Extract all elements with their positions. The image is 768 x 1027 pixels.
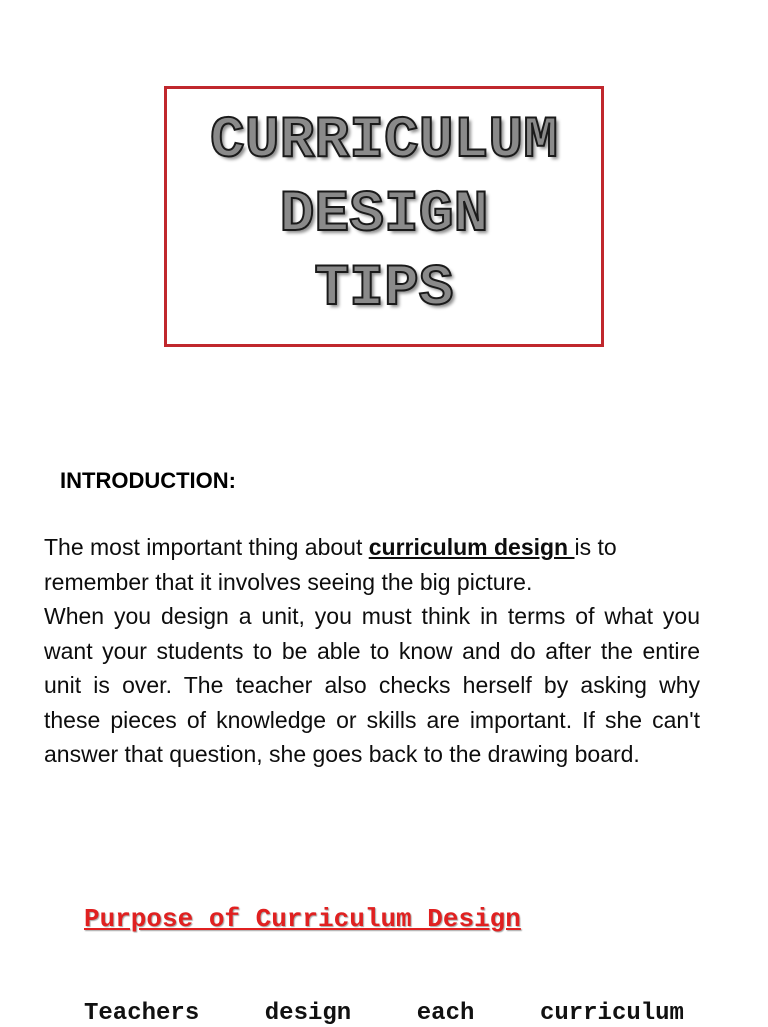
title-box: [164, 86, 604, 347]
word-design: design: [264, 1000, 352, 1027]
intro-paragraph-2: When you design a unit, you must think in terms of what you want your students to be able to know and do after the entire unit is over. The teacher also checks herself by asking why these pieces of knowledge or skills are important. If she can't answer that question, she goes back to the drawing board.: [44, 603, 700, 767]
introduction-heading: INTRODUCTION:: [60, 468, 236, 493]
word-teachers: Teachers: [84, 1000, 200, 1027]
purpose-partial-line: [84, 1000, 684, 1027]
word-curriculum: curriculum: [539, 1000, 684, 1027]
curriculum-design-term: curriculum design: [368, 534, 575, 560]
title-line-1: CURRICULUM: [209, 109, 559, 174]
title-line-3: TIPS: [314, 257, 454, 322]
intro-paragraph-1: [44, 530, 700, 599]
word-each: each: [416, 1000, 475, 1027]
title-line-2: DESIGN: [279, 183, 489, 248]
purpose-heading: Purpose of Curriculum Design: [84, 904, 521, 934]
intro-p1-before: The most important thing about: [44, 534, 369, 560]
intro-p1-after: is to remember that it involves seeing the big picture.: [44, 534, 617, 595]
